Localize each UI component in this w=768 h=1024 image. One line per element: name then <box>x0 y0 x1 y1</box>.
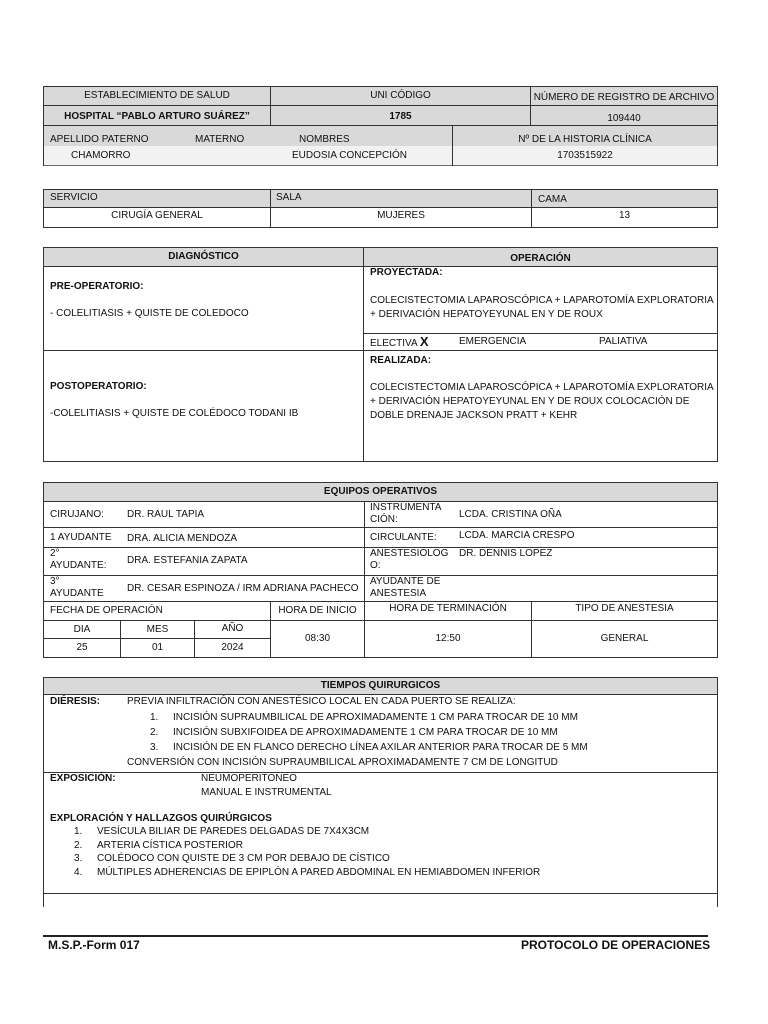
findings-label: EXPLORACIÓN Y HALLAZGOS QUIRÚRGICOS <box>50 813 272 824</box>
emergency-option: EMERGENCIA <box>459 336 527 347</box>
anesthesiologist-value: DR. DENNIS LOPEZ <box>459 548 553 559</box>
anesthesia-assistant-label: AYUDANTE DE ANESTESIA <box>370 576 441 599</box>
anesthesiologist-label: ANESTESIOLOG O: <box>370 548 449 571</box>
footer-title: PROTOCOLO DE OPERACIONES <box>521 938 711 952</box>
history-label: Nº DE LA HISTORIA CLÍNICA <box>518 134 652 145</box>
circulating-value: LCDA. MARCIA CRESPO <box>459 530 575 541</box>
finding-item: VESÍCULA BILIAR DE PAREDES DELGADAS DE 7X4X3CM <box>97 826 370 837</box>
end-time-label: HORA DE TERMINACIÓN <box>389 603 507 614</box>
dieresis-item-num: 1. <box>150 712 159 723</box>
circulating-label: CIRCULANTE: <box>370 532 437 543</box>
month-value: 01 <box>151 642 164 653</box>
dieresis-item: INCISIÓN SUBXIFOIDEA DE APROXIMADAMENTE 1 CM PARA TROCAR DE 10 MM <box>173 727 558 738</box>
surname-label: APELLIDO PATERNO <box>50 134 149 145</box>
preop-diagnosis: - COLELITIASIS + QUISTE DE COLEDOCO <box>50 308 249 319</box>
exposure-line-1: NEUMOPERITONEO <box>201 773 297 784</box>
month-label: MES <box>146 624 169 635</box>
uni-code-label: UNI CÓDIGO <box>370 90 431 101</box>
room-label: SALA <box>276 192 302 203</box>
postop-diagnosis: -COLELITIASIS + QUISTE DE COLÉDOCO TODANI IB <box>50 408 299 419</box>
form-code: M.S.P.-Form 017 <box>48 938 140 952</box>
dieresis-item: INCISIÓN SUPRAUMBILICAL DE APROXIMADAMENTE 1 CM PARA TROCAR DE 10 MM <box>173 712 578 723</box>
assistant3-value: DR. CESAR ESPINOZA / IRM ADRIANA PACHECO <box>127 583 359 594</box>
preop-label: PRE-OPERATORIO: <box>50 281 144 292</box>
exposure-label: EXPOSICIÓN: <box>50 773 116 784</box>
finding-num: 2. <box>74 840 83 851</box>
names-label: NOMBRES <box>299 134 350 145</box>
instrument-label: INSTRUMENTA CIÓN: <box>370 502 441 525</box>
dieresis-item-num: 2. <box>150 727 159 738</box>
finding-item: ARTERIA CÍSTICA POSTERIOR <box>97 840 243 851</box>
elective-checkmark: X <box>419 334 429 349</box>
day-value: 25 <box>76 642 88 653</box>
anesthesia-type-value: GENERAL <box>600 633 649 644</box>
postop-label: POSTOPERATORIO: <box>50 381 147 392</box>
end-time-value: 12:50 <box>435 633 461 644</box>
file-number-value: 109440 <box>607 113 641 124</box>
start-time-value: 08:30 <box>304 633 331 644</box>
uni-code-value: 1785 <box>389 111 412 122</box>
finding-num: 3. <box>74 853 83 864</box>
room-value: MUJERES <box>377 210 425 221</box>
establishment-label: ESTABLECIMIENTO DE SALUD <box>84 90 230 101</box>
day-label: DIA <box>73 624 91 635</box>
projected-operation: COLECISTECTOMIA LAPAROSCÓPICA + LAPAROTOMÍA EXPLORATORIA + DERIVACIÓN HEPATOYEYUNAL EN Y DE ROUX <box>370 295 714 320</box>
footer-rule <box>43 935 708 937</box>
finding-item: MÚLTIPLES ADHERENCIAS DE EPIPLÓN A PARED ABDOMINAL EN HEMIABDOMEN INFERIOR <box>97 867 541 878</box>
surgical-times-title: TIEMPOS QUIRURGICOS <box>320 680 441 691</box>
dieresis-item: INCISIÓN DE EN FLANCO DERECHO LÍNEA AXILAR ANTERIOR PARA TROCAR DE 5 MM <box>173 742 588 753</box>
service-label: SERVICIO <box>50 192 98 203</box>
bed-label: CAMA <box>538 194 567 205</box>
operation-title: OPERACIÓN <box>510 253 571 264</box>
finding-item: COLÉDOCO CON QUISTE DE 3 CM POR DEBAJO DE CÍSTICO <box>97 853 390 864</box>
names-value: EUDOSIA CONCEPCIÓN <box>292 150 408 161</box>
service-value: CIRUGÍA GENERAL <box>111 210 203 221</box>
assistant2-value: DRA. ESTEFANIA ZAPATA <box>127 555 248 566</box>
conversion-text: CONVERSIÓN CON INCISIÓN SUPRAUMBILICAL APROXIMADAMENTE 7 CM DE LONGITUD <box>127 757 558 768</box>
start-time-label: HORA DE INICIO <box>278 605 357 616</box>
assistant1-label: 1 AYUDANTE <box>50 532 112 543</box>
elective-label: ELECTIVA <box>370 338 418 349</box>
teams-title: EQUIPOS OPERATIVOS <box>323 486 438 497</box>
year-label: AÑO <box>221 623 244 634</box>
palliative-option: PALIATIVA <box>599 336 648 347</box>
assistant2-label: 2° AYUDANTE: <box>50 548 107 571</box>
performed-operation: COLECISTECTOMIA LAPAROSCÓPICA + LAPAROTOMÍA EXPLORATORIA + DERIVACIÓN HEPATOYEYUNAL EN Y DE ROUX COLOCACIÓN DE DOBLE DRENAJE JACKSON PRATT + KEHR <box>370 382 714 421</box>
projected-label: PROYECTADA: <box>370 267 443 278</box>
finding-num: 4. <box>74 867 83 878</box>
dieresis-item-num: 3. <box>150 742 159 753</box>
instrument-value: LCDA. CRISTINA OÑA <box>459 509 562 520</box>
performed-label: REALIZADA: <box>370 355 432 366</box>
file-number-label: NÚMERO DE REGISTRO DE ARCHIVO <box>533 92 715 103</box>
exposure-line-2: MANUAL E INSTRUMENTAL <box>201 787 332 798</box>
dieresis-intro: PREVIA INFILTRACIÓN CON ANESTÉSICO LOCAL EN CADA PUERTO SE REALIZA: <box>127 696 516 707</box>
elective-option <box>370 336 429 350</box>
bed-value: 13 <box>618 210 631 221</box>
assistant3-label: 3° AYUDANTE <box>50 576 104 599</box>
year-value: 2024 <box>221 642 244 653</box>
surname-value: CHAMORRO <box>71 150 131 161</box>
assistant1-value: DRA. ALICIA MENDOZA <box>127 533 238 544</box>
surgeon-value: DR. RAUL TAPIA <box>127 509 205 520</box>
date-label: FECHA DE OPERACIÓN <box>50 605 163 616</box>
diagnosis-title: DIAGNÓSTICO <box>168 251 239 262</box>
anesthesia-type-label: TIPO DE ANESTESIA <box>575 603 674 614</box>
history-value: 1703515922 <box>557 150 613 161</box>
maternal-label: MATERNO <box>195 134 245 145</box>
finding-num: 1. <box>74 826 83 837</box>
hospital-name: HOSPITAL “PABLO ARTURO SUÁREZ” <box>64 111 250 122</box>
surgeon-label: CIRUJANO: <box>50 509 104 520</box>
dieresis-label: DIÉRESIS: <box>50 696 101 707</box>
